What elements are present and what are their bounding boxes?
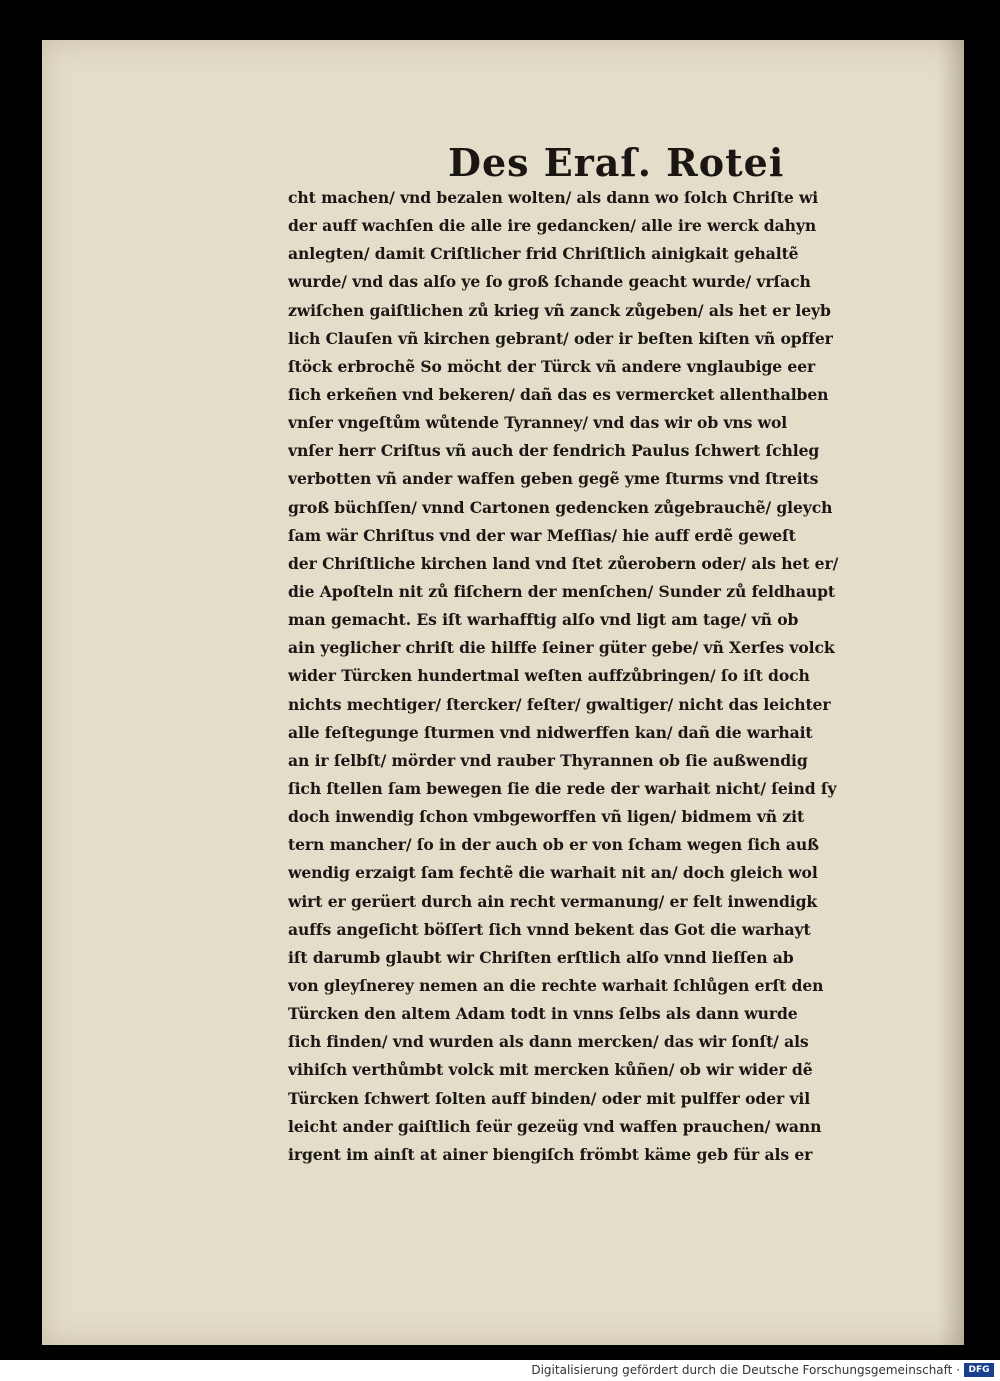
text-line: auffs angeſicht böſſert ſich vnnd bekent das Got die warhayt <box>288 919 811 939</box>
text-line: Türcken ſchwert ſolten auff binden/ oder mit pulffer oder vil <box>288 1088 811 1108</box>
text-line: leicht ander gaiſtlich feür gezeüg vnd waffen prauchen/ wann <box>288 1116 822 1136</box>
text-line: iſt darumb glaubt wir Chriſten erſtlich alſo vnnd lieſſen ab <box>288 947 794 967</box>
text-line: von gleyſnerey nemen an die rechte warhait ſchlůgen erſt den <box>288 975 824 995</box>
text-line: doch inwendig ſchon vmbgeworffen vñ ligen/ bidmem vñ zit <box>288 807 805 827</box>
text-line: wurde/ vnd das alſo ye ſo groß ſchande geacht wurde/ vrſach <box>288 272 811 292</box>
text-line: groß büchſſen/ vnnd Cartonen gedencken zůgebrauchẽ/ gleych <box>288 497 833 517</box>
text-line: wirt er gerüert durch ain recht vermanung/ er felt inwendigk <box>288 891 818 911</box>
text-line: wider Türcken hundertmal weſten auffzůbringen/ ſo iſt doch <box>288 666 810 686</box>
text-line: nichts mechtiger/ ſtercker/ feſter/ gwaltiger/ nicht das leichter <box>288 694 831 714</box>
running-head: Des Eraſ. Rotei <box>448 140 785 185</box>
body-text <box>288 184 924 1169</box>
text-line: ſich ſtellen ſam bewegen ſie die rede der warhait nicht/ ſeind ſy <box>288 778 837 798</box>
text-line: lich Clauſen vñ kirchen gebrant/ oder ir beſten kiſten vñ opffer <box>288 328 833 348</box>
text-line: vnſer herr Criſtus vñ auch der fendrich Paulus ſchwert ſchleg <box>288 441 820 461</box>
text-line: wendig erzaigt ſam fechtẽ die warhait nit an/ doch gleich wol <box>288 863 818 883</box>
text-line: ain yeglicher chriſt die hilffe ſeiner güter gebe/ vñ Xerſes volck <box>288 638 835 658</box>
text-line: tern mancher/ ſo in der auch ob er von ſcham wegen ſich auß <box>288 835 819 855</box>
text-line: cht machen/ vnd bezalen wolten/ als dann wo ſolch Chriſte wi <box>288 188 819 207</box>
text-line: man gemacht. Es iſt warhafftig alſo vnd ligt am tage/ vñ ob <box>288 610 799 630</box>
text-line: an ir ſelbſt/ mörder vnd rauber Thyrannen ob ſie außwendig <box>288 750 808 770</box>
text-line: alle feſtegunge ſturmen vnd nidwerffen kan/ dañ die warhait <box>288 722 813 742</box>
footer-credit: Digitalisierung gefördert durch die Deutsche Forschungsgemeinschaft · <box>531 1363 960 1377</box>
text-line: zwiſchen gaiſtlichen zů krieg vñ zanck zůgeben/ als het er leyb <box>288 300 831 320</box>
text-line: vihiſch verthůmbt volck mit mercken kůñen/ ob wir wider dẽ <box>288 1060 813 1080</box>
text-line: vnſer vngeſtům wůtende Tyranney/ vnd das wir ob vns wol <box>288 413 788 433</box>
text-line: ſich erkeñen vnd bekeren/ dañ das es vermercket allenthalben <box>288 384 829 404</box>
page-gutter-shadow <box>938 40 964 1345</box>
text-line: ſich finden/ vnd wurden als dann mercken/ das wir ſonſt/ als <box>288 1032 809 1052</box>
text-line: Türcken den altem Adam todt in vnns ſelbs als dann wurde <box>288 1004 798 1024</box>
text-line: der auff wachſen die alle ire gedancken/ alle ire werck dahyn <box>288 216 817 236</box>
text-line: ſam wär Chriſtus vnd der war Meſſias/ hie auff erdẽ geweſt <box>288 525 796 545</box>
footer-bar <box>0 1360 1000 1381</box>
text-line: ſtöck erbrochẽ So möcht der Türck vñ andere vnglaubige eer <box>288 356 816 376</box>
text-line: die Apoſteln nit zů fiſchern der menſchen/ Sunder zů feldhaupt <box>288 581 836 601</box>
text-line: irgent im ainſt at ainer biengiſch frömbt käme geb für als er <box>288 1144 813 1164</box>
text-line: verbotten vñ ander waffen geben gegẽ yme ſturms vnd ſtreits <box>288 469 819 489</box>
text-line: anlegten/ damit Criſtlicher frid Chriſtlich ainigkait gehaltẽ <box>288 244 799 264</box>
dfg-logo: DFG <box>964 1363 994 1377</box>
text-line: der Chriſtliche kirchen land vnd ſtet zůerobern oder/ als het er/ <box>288 553 839 573</box>
